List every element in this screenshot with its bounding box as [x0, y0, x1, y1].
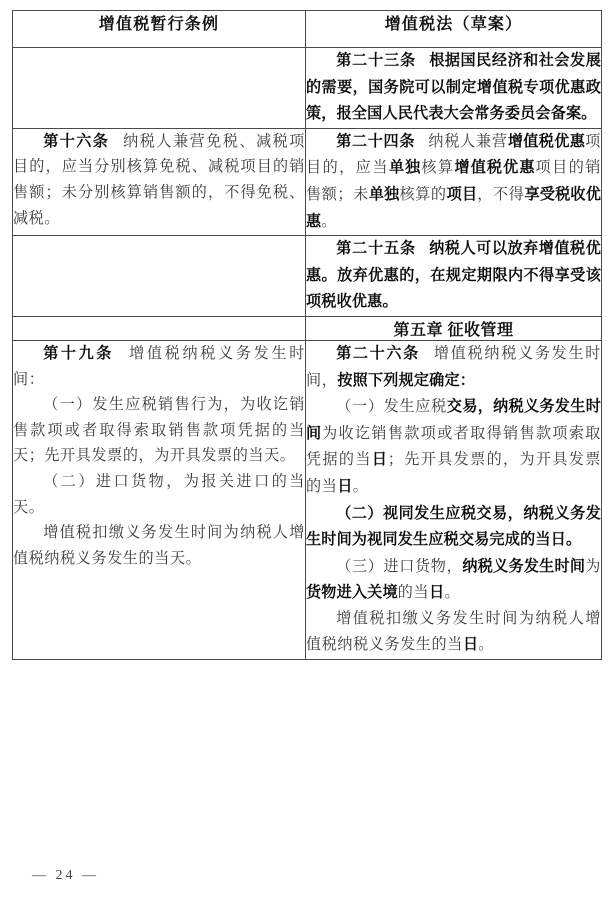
- paragraph: [13, 341, 305, 393]
- text-run: 单独: [388, 159, 422, 177]
- text-run: （一）发生应税: [336, 399, 447, 416]
- text-run: 日: [337, 477, 353, 495]
- article-number: 第二十三条: [336, 52, 416, 69]
- text-run: 。: [444, 585, 461, 602]
- text-run: 项目: [446, 185, 478, 203]
- text-run: 交易，纳税义务发生时间: [306, 398, 601, 442]
- chapter-number: 第五章: [393, 321, 443, 339]
- cell-article-23: [306, 48, 602, 129]
- table-row: [13, 340, 602, 659]
- table-row: [13, 316, 602, 340]
- paragraph: [13, 129, 305, 232]
- text-run: 增值税纳税义务发生时间：: [13, 345, 305, 388]
- paragraph: [306, 554, 601, 607]
- text-run: 增值税扣缴义务发生时间为纳税人增值税纳税义务发生的当: [306, 610, 601, 654]
- text-run: 根据国民经济和社会发展的需要，国务院可以制定增值税专项优惠政策，报全国人民代表大会常务委员会备案。: [306, 52, 601, 123]
- paragraph: [306, 48, 601, 128]
- paragraph: [306, 394, 601, 500]
- paragraph: [306, 129, 601, 235]
- text-run: 货物进入关境: [306, 584, 398, 602]
- article-number-gap: [416, 237, 429, 263]
- text-run: 。: [478, 637, 494, 654]
- article-number: 第二十五条: [336, 240, 416, 258]
- text-run: 纳税人可以放弃增值税优惠。放弃优惠的，在规定期限内不得享受该项税收优惠。: [306, 240, 601, 311]
- cell-empty-left-row1: [13, 48, 306, 129]
- paragraph: [13, 470, 305, 521]
- text-run: 。: [321, 213, 337, 230]
- text-run: 单独: [368, 185, 400, 203]
- article-number: 第十六条: [43, 132, 110, 150]
- cell-article-16: [13, 128, 306, 235]
- cell-article-26: [306, 340, 602, 659]
- text-run: 为: [585, 558, 601, 575]
- text-run: 日: [429, 584, 445, 602]
- cell-article-25: [306, 236, 602, 317]
- table-row: [13, 48, 602, 129]
- column-header-current-regulation: 增值税暂行条例: [13, 11, 306, 48]
- cell-article-24: [306, 128, 602, 235]
- table-row: [13, 236, 602, 317]
- text-run: 纳税人兼营: [428, 133, 508, 150]
- text-run: 增值税优惠: [507, 132, 586, 150]
- article-number-gap: [109, 130, 122, 156]
- text-run: 日: [371, 451, 388, 469]
- cell-empty-left-row3: [13, 236, 306, 317]
- cell-chapter-five-heading: [306, 316, 602, 340]
- column-header-draft-law: 增值税法（草案）: [306, 11, 602, 48]
- text-run: 增值税纳税义务发生时间，: [306, 345, 601, 389]
- text-run: ；先开具发票的，为开具发票的当: [306, 452, 601, 495]
- paragraph: [306, 341, 601, 394]
- text-run: 核算: [421, 160, 455, 177]
- article-number: 第二十六条: [336, 344, 420, 362]
- cell-article-19: [13, 340, 306, 659]
- text-run: 为收讫销售款项或者取得销售款项索取凭据的当: [306, 425, 602, 469]
- law-comparison-table: [12, 10, 602, 660]
- text-run: 纳税人兼营免税、减税项目的，应当分别核算免税、减税项目的销售额；未分别核算销售额的，不得免税、减税。: [13, 133, 305, 227]
- paragraph: [306, 236, 601, 316]
- article-number-gap: [416, 49, 429, 75]
- table-header-row: [13, 11, 602, 48]
- text-run: 项目的销售额；未: [306, 160, 601, 203]
- text-run: 日: [462, 636, 479, 654]
- text-run: ，不得: [477, 186, 525, 203]
- paragraph: [306, 607, 601, 659]
- text-run: （二）视同发生应税交易，纳税义务发生时间为视同发生应税交易完成的当日。: [306, 504, 601, 549]
- text-run: 按照下列规定确定：: [337, 371, 476, 389]
- page-number-footer: — 24 —: [32, 868, 99, 883]
- text-run: 核算的: [399, 186, 447, 203]
- paragraph: [306, 501, 601, 554]
- text-run: 增值税扣缴义务发生时间为纳税人增值税纳税义务发生的当天。: [13, 525, 305, 567]
- paragraph: [13, 521, 305, 572]
- text-run: 项目的，应当: [306, 133, 601, 177]
- article-number-gap: [420, 342, 433, 368]
- article-number-gap: [114, 342, 127, 368]
- article-number-gap: [415, 130, 428, 156]
- text-run: 。: [352, 478, 369, 495]
- text-run: （二）进口货物，为报关进口的当天。: [13, 473, 305, 516]
- text-run: （三）进口货物，: [336, 558, 463, 575]
- cell-empty-left-row4: [13, 316, 306, 340]
- article-number: 第二十四条: [336, 132, 416, 150]
- text-run: 增值税优惠: [454, 159, 536, 177]
- text-run: 纳税义务发生时间: [462, 557, 586, 575]
- paragraph: [13, 393, 305, 470]
- article-number: 第十九条: [43, 344, 114, 362]
- text-run: 的当: [397, 585, 430, 602]
- text-run: 享受税收优惠: [306, 185, 602, 230]
- chapter-title-text: 征收管理: [447, 321, 514, 339]
- table-row: [13, 128, 602, 235]
- text-run: （一）发生应税销售行为，为收讫销售款项或者取得索取销售款项凭据的当天；先开具发票的，为开具发票的当天。: [13, 397, 305, 465]
